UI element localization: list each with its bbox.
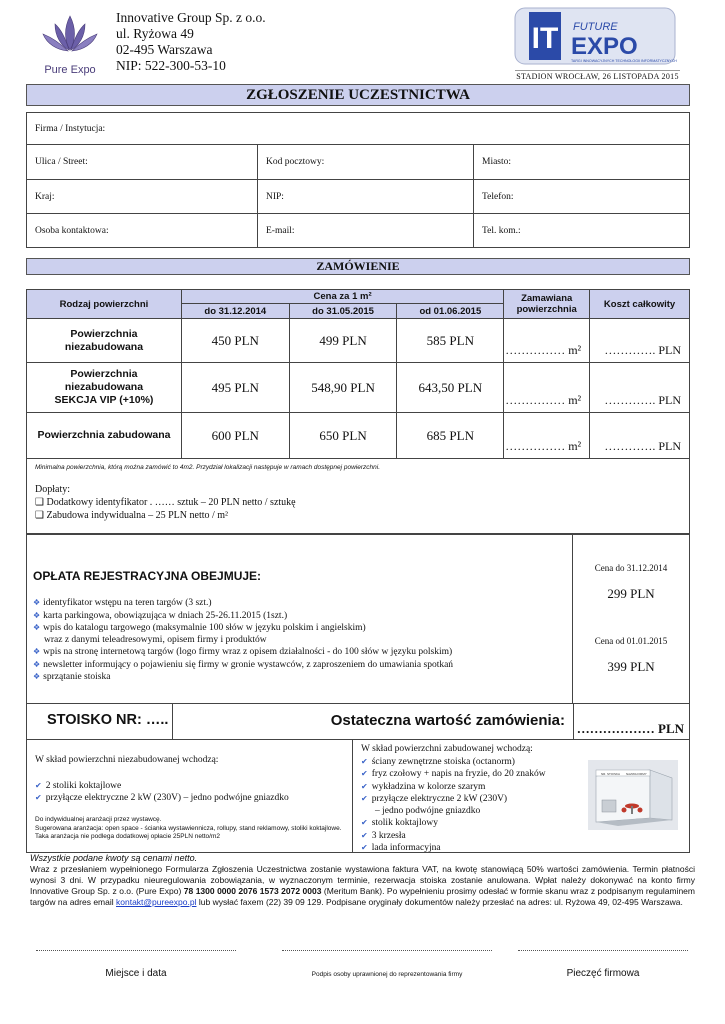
order-notes: [26, 458, 690, 534]
price-cell: 495 PLN: [181, 363, 289, 413]
row-label: Powierzchnia niezabudowana SEKCJA VIP (+10%): [27, 363, 182, 413]
signature-label-place-date: Miejsce i data: [105, 968, 167, 979]
fee-item-cont: wraz z danymi teleadresowymi, opisem firmy i produktów: [44, 634, 267, 645]
price1-value: 299 PLN: [607, 586, 655, 601]
diamond-bullet-icon: ❖: [33, 623, 41, 632]
field-ulica[interactable]: Ulica / Street:: [27, 145, 258, 180]
footer-net-note: Wszystkie podane kwoty są cenami netto.: [30, 853, 198, 863]
price-cell: 650 PLN: [289, 413, 397, 459]
footer-p2: (Meritum Bank). Po wypełnieniu prosimy odesłać w formie skanu wraz z podpisanym regulaminem targów na adres email: [30, 886, 695, 907]
includes-right-title: W skład powierzchni zabudowanej wchodzą:: [361, 744, 533, 754]
doplaty-title: Dopłaty:: [35, 484, 70, 495]
fee-item: wpis na stronę internetową targów (logo firmy wraz z opisem działalności - do 100 słów w języku polskim): [43, 647, 453, 657]
checkbox-icon[interactable]: ❑: [35, 497, 44, 508]
min-area-note: Minimalna powierzchnia, którą można zamówić to 4m2. Przydział lokalizacji następuje w ramach dostępnej powierzchni.: [35, 464, 381, 471]
col-d2: do 31.05.2015: [289, 304, 397, 319]
company-name: Innovative Group Sp. z o.o.: [116, 10, 266, 25]
final-value-input[interactable]: ……………… PLN: [573, 704, 690, 739]
footer-paragraph: [30, 864, 695, 908]
field-kod[interactable]: Kod pocztowy:: [258, 145, 474, 180]
doplata-2-label: Zabudowa indywidualna – 25 PLN netto / m²: [46, 510, 229, 521]
footer-p3: lub wysłać faxem (22) 39 09 129. Podpisane oryginały dokumentów należy przesłać na adres: ul. Ryżowa 49, 02-495 Warszawa.: [198, 897, 683, 907]
field-telkom[interactable]: Tel. kom.:: [474, 214, 690, 248]
company-address: [116, 10, 266, 74]
lotus-icon: [35, 8, 105, 58]
price-cell: 685 PLN: [397, 413, 504, 459]
includes-note-2: Sugerowana aranżacja: open space - ścianka wystawiennicza, rollupy, stand reklamowy, stoliki koktajlowe. Taka aranżacja nie podlega dodatkowej opłacie 25PLN netto/m2: [35, 824, 342, 840]
check-icon: ✔: [361, 843, 368, 852]
checkbox-icon[interactable]: ❑: [35, 510, 44, 521]
col-d1: do 31.12.2014: [181, 304, 289, 319]
price-cell: 600 PLN: [181, 413, 289, 459]
col-d3: od 01.06.2015: [397, 304, 504, 319]
list-item: [33, 646, 572, 659]
registration-fee-section: [26, 534, 690, 704]
bank-account: 78 1300 0000 2076 1573 2072 0003: [183, 886, 322, 896]
table-row: [27, 413, 690, 459]
final-value-label: Ostateczna wartość zamówienia:: [330, 712, 565, 729]
logo-future-text: FUTURE: [573, 21, 618, 33]
cost-input[interactable]: …………. PLN: [590, 413, 690, 459]
doplata-identyfikator[interactable]: [35, 496, 681, 509]
price-cell: 499 PLN: [289, 319, 397, 363]
include-item: fryz czołowy + napis na fryzie, do 20 znaków: [371, 769, 546, 779]
list-item: [361, 830, 689, 843]
check-icon: ✔: [361, 818, 368, 827]
check-icon: ✔: [361, 781, 368, 791]
include-item: przyłącze elektryczne 2 kW (230V): [371, 794, 508, 804]
fee-prices: [573, 535, 689, 703]
list-item: [35, 792, 352, 804]
footer-p1: Wraz z przesłaniem wypełnionego Formularza Zgłoszenia Uczestnictwa zostanie wystawiona faktura VAT, na kwotę stanowiącą 50% wartości zamówienia. Termin płatności wynosi 3 dni. W przypadku nieuregulowania zobowiązania, w wyznaczonym terminie, rezerwacja stoiska zostanie anulowana. Wpłat należy dokonywać na konto firmy Innovative Group Sp. z o.o. (Pure Expo): [30, 864, 695, 896]
it-future-expo-logo: [505, 4, 685, 82]
it-future-expo-graphic: [505, 4, 685, 70]
row-label: Powierzchnia zabudowana: [27, 413, 182, 459]
pure-expo-logo: [30, 8, 110, 78]
fee-item: identyfikator wstępu na teren targów (3 szt.): [43, 598, 212, 608]
check-icon: ✔: [35, 793, 42, 802]
page-title: ZGŁOSZENIE UCZESTNICTWA: [26, 84, 690, 106]
fee-item: newsletter informujący o pojawieniu się firmy w gronie wystawców, z zaproszeniem do umawiania spotkań: [43, 659, 454, 670]
signature-label-stamp: Pieczęć firmowa: [566, 968, 640, 979]
email-link[interactable]: kontakt@pureexpo.pl: [116, 897, 197, 907]
table-row: [27, 363, 690, 413]
include-item: 3 krzesła: [371, 830, 406, 841]
includes-note-1: Do indywidualnej aranżacji przez wystawcę.: [35, 816, 162, 823]
price2-label: Cena od 01.01.2015: [594, 636, 668, 646]
price-cell: 643,50 PLN: [397, 363, 504, 413]
signature-label-authorized: Podpis osoby uprawnionej do reprezentowania firmy: [311, 971, 463, 978]
company-street: ul. Ryżowa 49: [116, 26, 194, 41]
check-icon: ✔: [361, 794, 368, 803]
area-input[interactable]: …………… m²: [504, 319, 590, 363]
price-cell: 450 PLN: [181, 319, 289, 363]
include-item: stolik koktajlowy: [371, 818, 438, 828]
event-venue: STADION WROCŁAW, 26 LISTOPADA 2015: [516, 72, 679, 81]
fee-item: wpis do katalogu targowego (maksymalnie 100 słów w języku polskim i angielskim): [43, 623, 366, 633]
logo-text: Pure Expo: [44, 64, 96, 76]
booth-sign-2: NAZWA FIRMY: [626, 772, 647, 776]
check-icon: ✔: [361, 830, 368, 840]
list-item: [33, 610, 572, 623]
signature-line-3[interactable]: [518, 950, 688, 951]
col-cena: Cena za 1 m²: [181, 290, 503, 304]
fee-item: karta parkingowa, obowiązująca w dniach 25-26.11.2015 (1szt.): [43, 610, 288, 621]
doplata-zabudowa[interactable]: [35, 509, 681, 522]
logo-subtitle-text: TARGI INNOWACYJNYCH TECHNOLOGII INFORMATYCZNYCH: [571, 59, 677, 63]
diamond-bullet-icon: ❖: [33, 659, 41, 669]
stand-number[interactable]: STOISKO NR: …..: [27, 704, 173, 739]
booth-sign-1: NR. STOISKA: [601, 772, 620, 776]
area-input[interactable]: …………… m²: [504, 363, 590, 413]
include-item: lada informacyjna: [371, 843, 441, 853]
field-miasto[interactable]: Miasto:: [474, 145, 690, 180]
diamond-bullet-icon: ❖: [33, 647, 41, 656]
col-zam: Zamawiana powierzchnia: [504, 290, 590, 319]
check-icon: ✔: [361, 769, 368, 778]
doplata-1-label: Dodatkowy identyfikator . …… sztuk – 20 PLN netto / sztukę: [46, 497, 296, 508]
company-city: 02-495 Warszawa: [116, 42, 213, 57]
signature-line-1[interactable]: [36, 950, 236, 951]
order-table: [26, 289, 690, 459]
cost-input[interactable]: …………. PLN: [590, 363, 690, 413]
cost-input[interactable]: …………. PLN: [590, 319, 690, 363]
list-item: [35, 780, 352, 792]
fee-title: OPŁATA REJESTRACYJNA OBEJMUJE:: [33, 569, 262, 583]
includes-left-title: W skład powierzchni niezabudowanej wchodzą:: [35, 755, 219, 765]
stand-row: [26, 704, 690, 740]
field-telefon[interactable]: Telefon:: [474, 180, 690, 214]
check-icon: ✔: [361, 756, 368, 766]
price-cell: 548,90 PLN: [289, 363, 397, 413]
footer-terms: [30, 853, 695, 908]
row-label: Powierzchnia niezabudowana: [27, 319, 182, 363]
field-nip[interactable]: NIP:: [258, 180, 474, 214]
list-item: [33, 597, 572, 610]
field-osoba[interactable]: Osoba kontaktowa:: [27, 214, 258, 248]
order-title: ZAMÓWIENIE: [26, 258, 690, 275]
fee-item: sprzątanie stoiska: [43, 672, 111, 682]
list-item: [33, 659, 572, 672]
table-row: [27, 319, 690, 363]
booth-illustration: [588, 760, 678, 830]
col-rodzaj: Rodzaj powierzchni: [27, 290, 182, 319]
field-kraj[interactable]: Kraj:: [27, 180, 258, 214]
includes-built: [353, 740, 689, 852]
area-input[interactable]: …………… m²: [504, 413, 590, 459]
diamond-bullet-icon: ❖: [33, 672, 41, 681]
col-koszt: Koszt całkowity: [590, 290, 690, 319]
price1-label: Cena do 31.12.2014: [594, 563, 668, 573]
list-item: [33, 622, 572, 635]
list-item: [33, 671, 572, 684]
includes-section: [26, 740, 690, 853]
field-firma[interactable]: Firma / Instytucja:: [27, 113, 690, 145]
include-item: wykładzina w kolorze szarym: [371, 781, 486, 792]
include-item: 2 stoliki koktajlowe: [45, 781, 122, 791]
company-nip: NIP: 522-300-53-10: [116, 58, 226, 73]
diamond-bullet-icon: ❖: [33, 610, 41, 620]
logo-expo-text: EXPO: [571, 33, 638, 60]
contact-form: [26, 112, 690, 248]
diamond-bullet-icon: ❖: [33, 598, 41, 607]
fee-description: [27, 535, 573, 703]
include-item: ściany zewnętrzne stoiska (octanorm): [371, 756, 515, 767]
field-email[interactable]: E-mail:: [258, 214, 474, 248]
signature-line-2[interactable]: [282, 950, 492, 951]
price-cell: 585 PLN: [397, 319, 504, 363]
include-item: przyłącze elektryczne 2 kW (230V) – jedno podwójne gniazdko: [45, 793, 289, 803]
includes-unbuilt: [27, 740, 353, 852]
price2-value: 399 PLN: [607, 659, 655, 674]
logo-it-text: IT: [531, 22, 559, 55]
include-item-cont: – jedno podwójne gniazdko: [375, 805, 481, 816]
check-icon: ✔: [35, 781, 42, 790]
